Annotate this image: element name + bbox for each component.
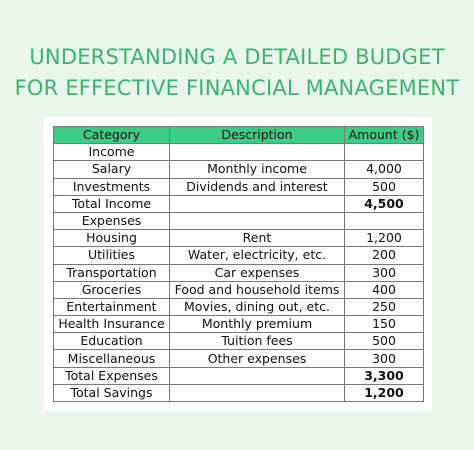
- column-header-description: Description: [170, 127, 345, 144]
- table-body: [54, 144, 424, 402]
- table-row: [54, 144, 424, 161]
- cell-category: Transportation: [54, 264, 170, 281]
- cell-category: Housing: [54, 230, 170, 247]
- cell-category: Groceries: [54, 281, 170, 298]
- cell-category: Income: [54, 144, 170, 161]
- cell-amount: 300: [345, 350, 424, 367]
- cell-description: Movies, dining out, etc.: [170, 298, 345, 315]
- cell-description: Tuition fees: [170, 333, 345, 350]
- table-row: [54, 247, 424, 264]
- cell-description: [170, 195, 345, 212]
- cell-description: [170, 367, 345, 384]
- table-row: [54, 298, 424, 315]
- cell-description: [170, 144, 345, 161]
- cell-description: [170, 384, 345, 401]
- cell-description: Rent: [170, 230, 345, 247]
- column-header-amount: Amount ($): [345, 127, 424, 144]
- cell-description: Dividends and interest: [170, 178, 345, 195]
- table-row: [54, 230, 424, 247]
- cell-amount: 500: [345, 178, 424, 195]
- page-title-line-2: FOR EFFECTIVE FINANCIAL MANAGEMENT: [14, 76, 460, 100]
- cell-description: Monthly premium: [170, 316, 345, 333]
- table-row: [54, 281, 424, 298]
- cell-amount: 150: [345, 316, 424, 333]
- table-row: [54, 333, 424, 350]
- cell-category: Education: [54, 333, 170, 350]
- cell-amount: 1,200: [345, 230, 424, 247]
- cell-description: Water, electricity, etc.: [170, 247, 345, 264]
- cell-amount: 500: [345, 333, 424, 350]
- table-row: [54, 316, 424, 333]
- cell-category: Total Savings: [54, 384, 170, 401]
- cell-category: Entertainment: [54, 298, 170, 315]
- cell-amount: [345, 212, 424, 229]
- cell-amount: 4,500: [345, 195, 424, 212]
- table-row: [54, 195, 424, 212]
- cell-description: Food and household items: [170, 281, 345, 298]
- cell-category: Miscellaneous: [54, 350, 170, 367]
- cell-amount: 250: [345, 298, 424, 315]
- table-row: [54, 178, 424, 195]
- cell-amount: 1,200: [345, 384, 424, 401]
- cell-category: Total Income: [54, 195, 170, 212]
- table-header-row: [54, 127, 424, 144]
- budget-sheet: [43, 117, 432, 410]
- cell-amount: 3,300: [345, 367, 424, 384]
- table-row: [54, 367, 424, 384]
- cell-category: Investments: [54, 178, 170, 195]
- cell-amount: 400: [345, 281, 424, 298]
- cell-category: Expenses: [54, 212, 170, 229]
- page-title-line-1: UNDERSTANDING A DETAILED BUDGET: [29, 45, 445, 69]
- cell-description: Monthly income: [170, 161, 345, 178]
- table-row: [54, 350, 424, 367]
- cell-category: Salary: [54, 161, 170, 178]
- cell-description: Car expenses: [170, 264, 345, 281]
- cell-amount: 4,000: [345, 161, 424, 178]
- column-header-category: Category: [54, 127, 170, 144]
- table-row: [54, 384, 424, 401]
- cell-description: Other expenses: [170, 350, 345, 367]
- cell-description: [170, 212, 345, 229]
- cell-category: Total Expenses: [54, 367, 170, 384]
- budget-table: [53, 126, 424, 402]
- cell-amount: 200: [345, 247, 424, 264]
- table-row: [54, 212, 424, 229]
- cell-amount: 300: [345, 264, 424, 281]
- table-row: [54, 264, 424, 281]
- cell-amount: [345, 144, 424, 161]
- cell-category: Utilities: [54, 247, 170, 264]
- table-row: [54, 161, 424, 178]
- cell-category: Health Insurance: [54, 316, 170, 333]
